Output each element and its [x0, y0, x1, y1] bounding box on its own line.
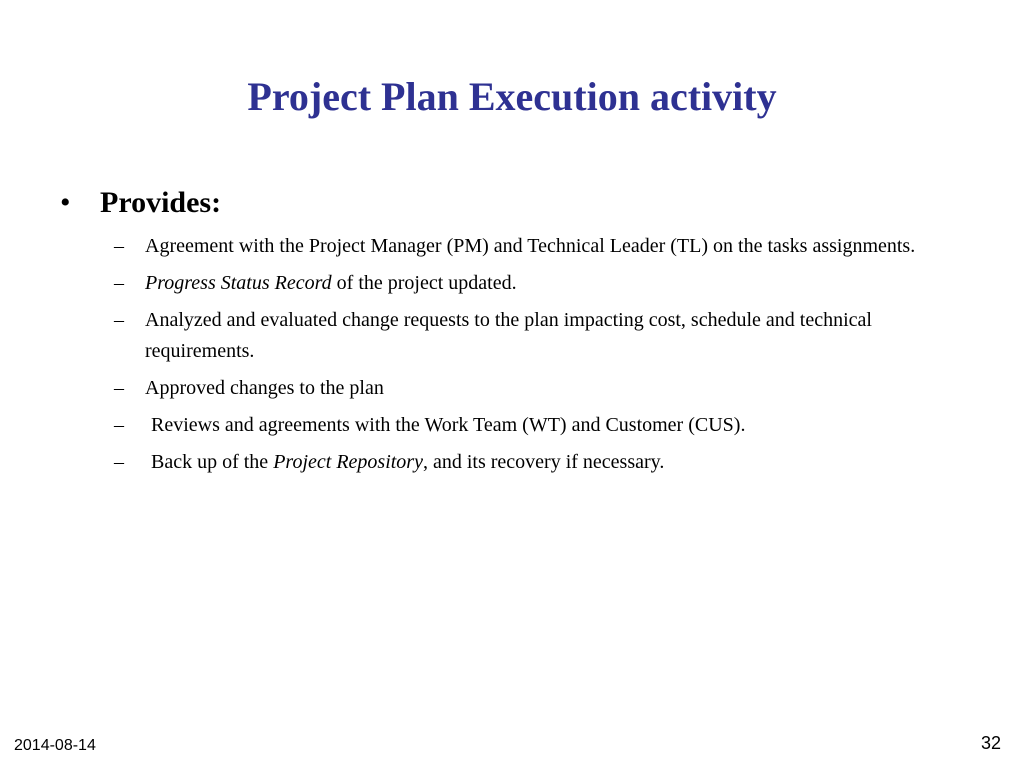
list-item [114, 447, 954, 478]
item-before-text: Back up of the [151, 451, 274, 473]
item-text: Approved changes to the plan [145, 377, 384, 399]
item-italic-text: Progress Status Record [145, 272, 332, 294]
page-number: 32 [980, 733, 1001, 753]
item-text [145, 268, 954, 299]
item-text-content: Reviews and agreements with the Work Team (WT) and Customer (CUS). [151, 414, 746, 436]
dash-icon: – [114, 309, 124, 331]
item-rest-text: , and its recovery if necessary. [422, 451, 665, 473]
bullet-dot-icon: • [60, 186, 71, 219]
item-text: Agreement with the Project Manager (PM) and Technical Leader (TL) on the tasks assignments. [145, 235, 916, 257]
bullet-provides [60, 184, 221, 222]
dash-icon: – [114, 272, 124, 294]
list-item [114, 268, 954, 299]
dash-icon: – [114, 235, 124, 257]
item-text: Analyzed and evaluated change requests to the plan impacting cost, schedule and technical requirements. [145, 309, 872, 362]
list-item [114, 373, 954, 404]
dash-icon: – [114, 377, 124, 399]
list-item [114, 410, 954, 441]
slide-title: Project Plan Execution activity [247, 74, 777, 119]
item-text [145, 410, 954, 441]
dash-icon: – [114, 414, 124, 436]
provides-list [114, 231, 954, 484]
footer-date: 2014-08-14 [14, 737, 96, 754]
bullet-label: Provides: [100, 186, 222, 219]
item-italic-text: Project Repository [273, 451, 423, 473]
list-item [114, 231, 954, 262]
dash-icon: – [114, 451, 124, 473]
item-rest-text: of the project updated. [331, 272, 517, 294]
list-item [114, 305, 954, 367]
item-text [145, 447, 954, 478]
